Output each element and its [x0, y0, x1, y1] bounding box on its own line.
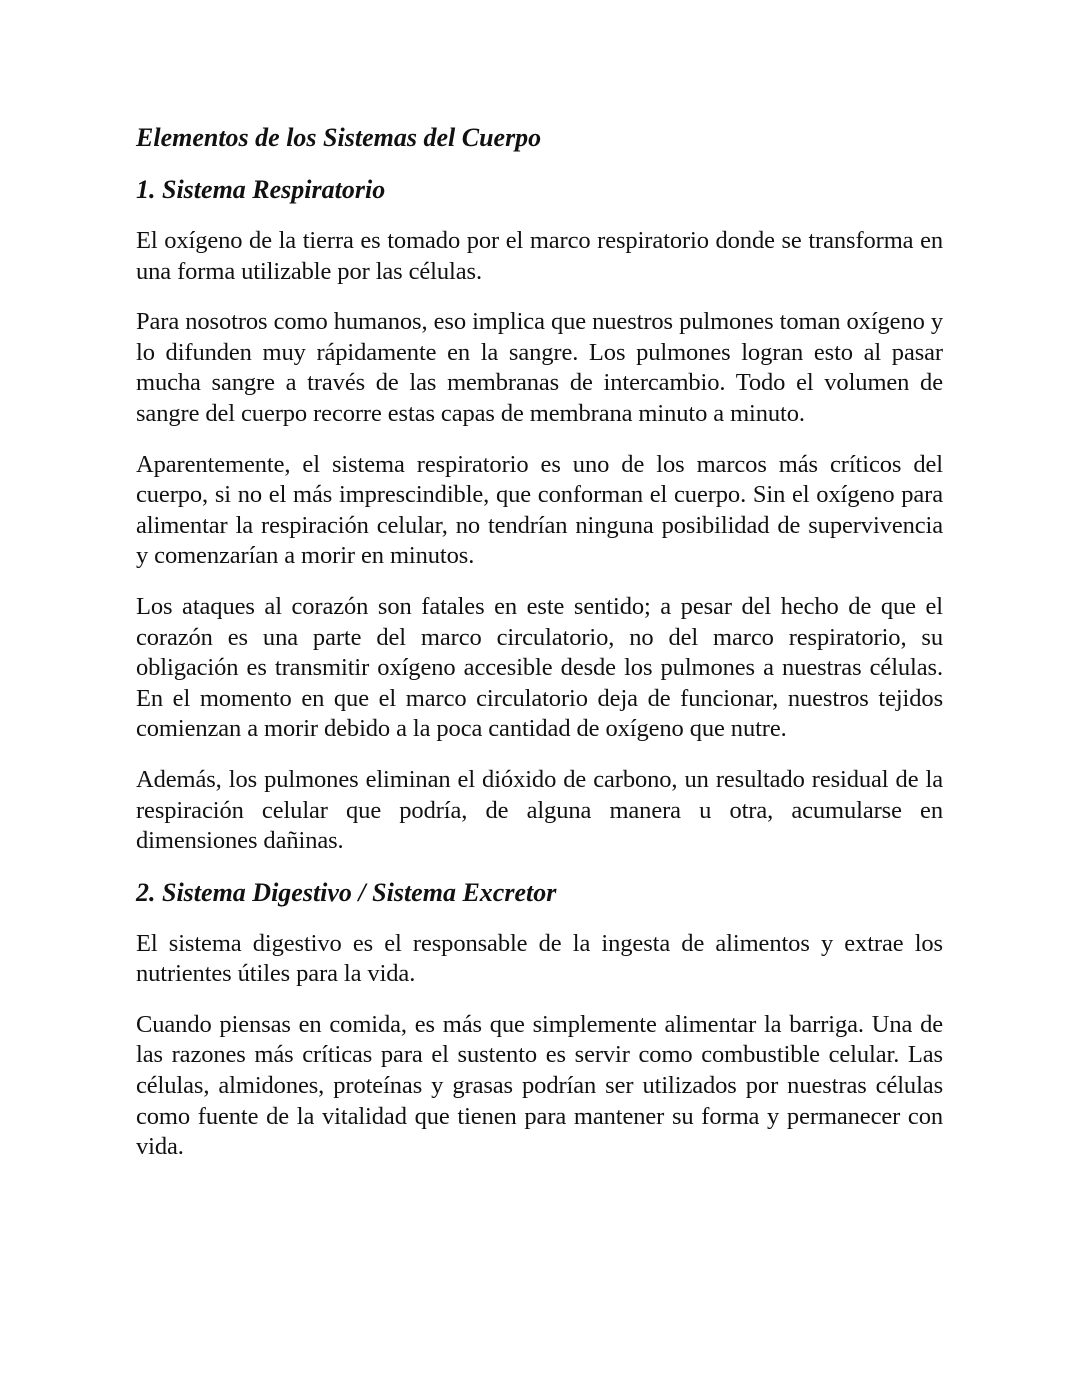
section-heading: 1. Sistema Respiratorio — [136, 175, 386, 204]
section-respiratorio — [136, 174, 943, 857]
paragraph: Cuando piensas en comida, es más que simplemente alimentar la barriga. Una de las razones más críticas para el sustento es servir como combustible celular. Las células, almidones, proteínas y grasas podrían ser utilizados por nuestras células como fuente de la vitalidad que tienen para mantener su forma y permanecer con vida. — [136, 1010, 943, 1161]
paragraph: Aparentemente, el sistema respiratorio es uno de los marcos más críticos del cuerpo, si no el más imprescindible, que conforman el cuerpo. Sin el oxígeno para alimentar la respiración celular, no tendrían ninguna posibilidad de supervivencia y comenzarían a morir en minutos. — [136, 450, 943, 570]
section-heading: 2. Sistema Digestivo / Sistema Excretor — [136, 877, 557, 907]
paragraph: Los ataques al corazón son fatales en este sentido; a pesar del hecho de que el corazón es una parte del marco circulatorio, no del marco respiratorio, su obligación es transmitir oxígeno accesible desde los pulmones a nuestras células. En el momento en que el marco circulatorio deja de funcionar, nuestros tejidos comienzan a morir debido a la poca cantidad de oxígeno que nutre. — [136, 592, 943, 743]
document-title: Elementos de los Sistemas del Cuerpo — [136, 123, 542, 152]
document-page — [136, 122, 943, 1183]
paragraph: El oxígeno de la tierra es tomado por el marco respiratorio donde se transforma en una forma utilizable por las células. — [136, 227, 943, 285]
paragraph: Además, los pulmones eliminan el dióxido de carbono, un resultado residual de la respiración celular que podría, de alguna manera u otra, acumularse en dimensiones dañinas. — [136, 765, 943, 855]
paragraph: Para nosotros como humanos, eso implica que nuestros pulmones toman oxígeno y lo difunden muy rápidamente en la sangre. Los pulmones logran esto al pasar mucha sangre a través de las membranas de intercambio. Todo el volumen de sangre del cuerpo recorre estas capas de membrana minuto a minuto. — [136, 308, 943, 427]
section-digestivo — [136, 877, 943, 1163]
paragraph: El sistema digestivo es el responsable de la ingesta de alimentos y extrae los nutrientes útiles para la vida. — [136, 929, 943, 988]
